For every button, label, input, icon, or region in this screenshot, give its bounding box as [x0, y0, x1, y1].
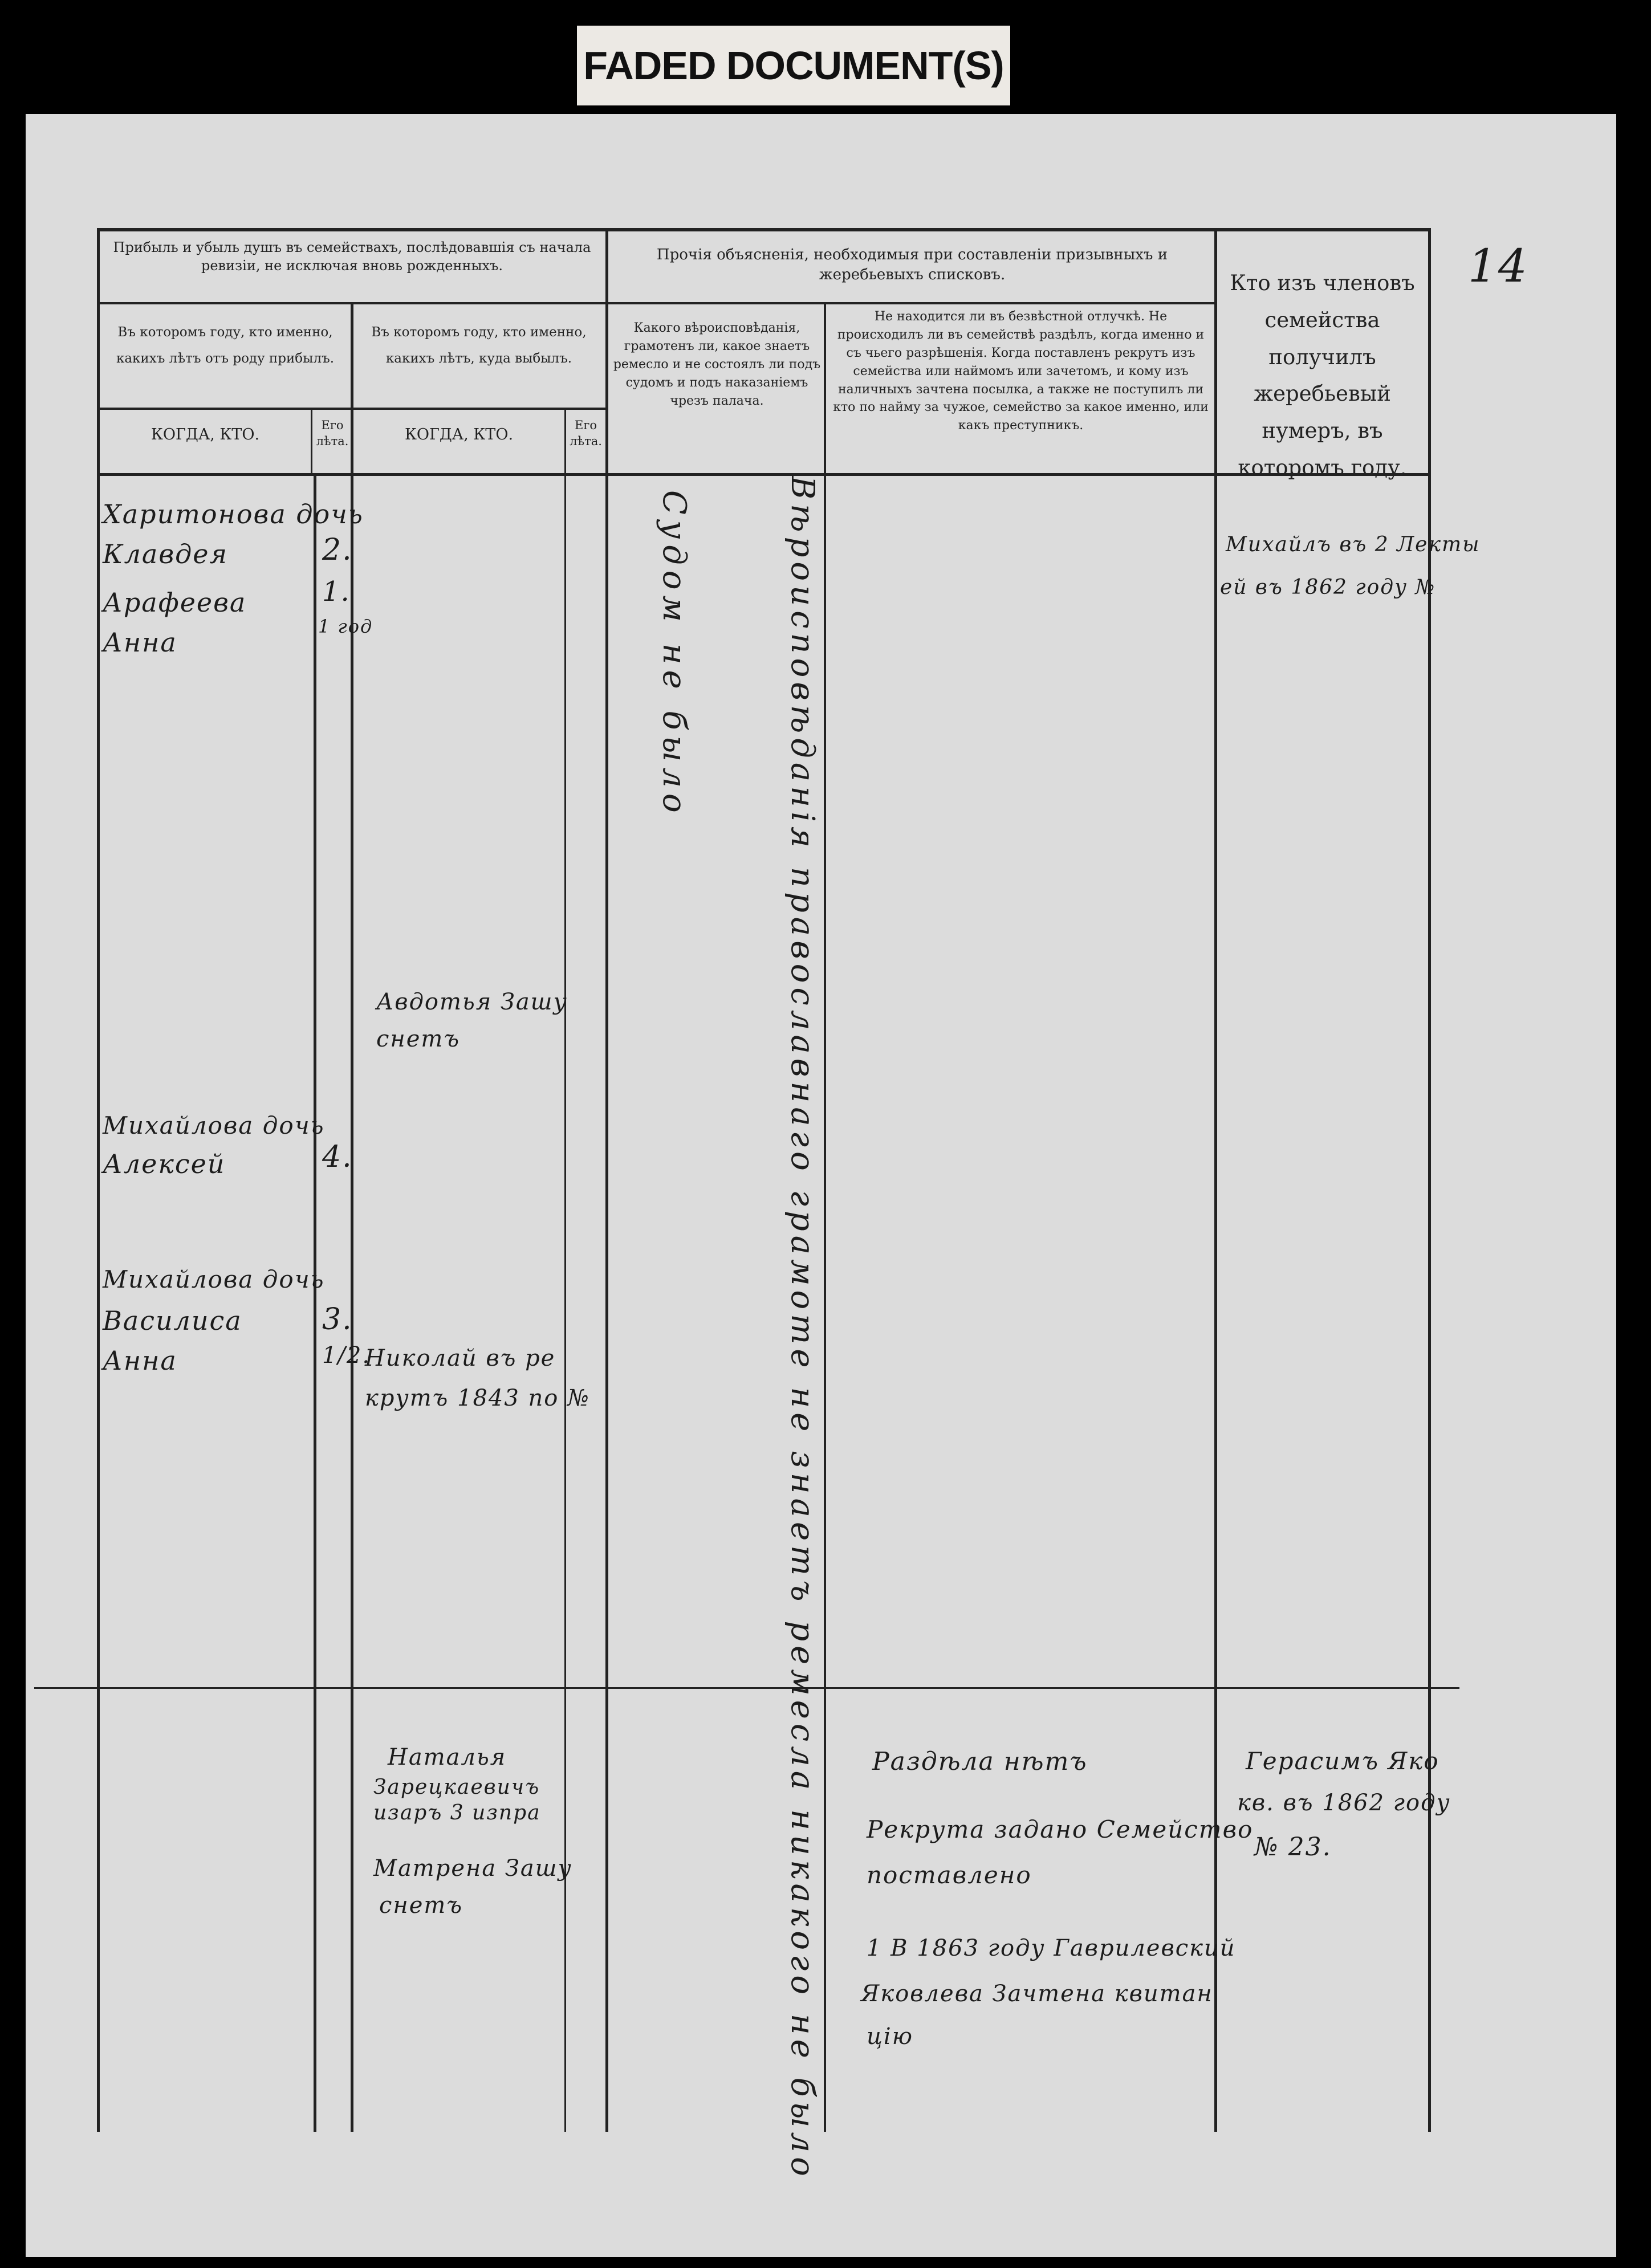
entry-departed-3a: Наталья	[388, 1744, 507, 1770]
entry-departed-2b: крутъ 1843 по №	[365, 1385, 590, 1411]
entry-religion-2: Судом не было	[656, 490, 693, 819]
entry-absence-2: Рекрута задано Семейство	[867, 1815, 1254, 1843]
entry-departed-3c: изаръ 3 изпра	[373, 1801, 541, 1825]
entry-departed-1a: Авдотья Зашу	[376, 989, 568, 1015]
entry-absence-1: Раздѣла нѣтъ	[872, 1747, 1088, 1776]
entry-arrived-9: Анна	[103, 1345, 177, 1376]
entry-arrived-6: Алексей	[103, 1149, 226, 1179]
entry-lot-4: кв. въ 1862 году	[1237, 1790, 1451, 1816]
entry-absence-6: цію	[867, 2023, 913, 2050]
header-other-explanations: Прочія объясненія, необходимыя при составленіи призывныхъ и жеребьевыхъ списковъ.	[656, 246, 1168, 284]
entry-arrived-7: Михайлова дочь	[103, 1265, 325, 1293]
entry-departed-3b: Зарецкаевичъ	[373, 1776, 540, 1799]
entry-arrived-9-age: 1/2.	[322, 1342, 371, 1369]
entry-religion-1: Вѣроисповѣданія православнаго грамоте не знаетъ ремесла никакого не было	[784, 476, 821, 2181]
stamp-label: FADED DOCUMENT(S)	[583, 43, 1004, 88]
entry-lot-5: № 23.	[1254, 1833, 1332, 1862]
header-when-who-arrived: КОГДА, КТО.	[151, 426, 260, 443]
header-departed: Въ которомъ году, кто именно, какихъ лѣтъ, куда выбылъ.	[371, 325, 587, 366]
entry-arrived-4-age: 1 год	[318, 616, 373, 637]
faded-document-stamp	[577, 26, 1010, 105]
header-lot-number: Кто изъ членовъ семейства получилъ жеребьевый нумеръ, въ которомъ году.	[1230, 271, 1415, 480]
entry-departed-4b: снетъ	[379, 1892, 463, 1919]
header-arrived: Въ которомъ году, кто именно, какихъ лѣтъ отъ роду прибылъ.	[116, 325, 335, 366]
entry-lot-3: Герасимъ Яко	[1246, 1747, 1439, 1775]
entry-absence-5: Яковлева Зачтена квитан	[861, 1981, 1213, 2007]
entry-arrived-8: Василиса	[103, 1305, 242, 1336]
entry-arrived-4: Анна	[103, 627, 177, 658]
header-age-departed: Его лѣта.	[570, 418, 602, 449]
entry-arrived-1: Харитонова дочь	[103, 499, 364, 530]
entry-lot-2: ей въ 1862 году №	[1220, 576, 1436, 599]
header-when-who-departed: КОГДА, КТО.	[404, 426, 514, 443]
entry-arrived-8-age: 3.	[322, 1302, 353, 1337]
entry-arrived-2-age: 2.	[322, 533, 353, 567]
entry-arrived-6-age: 4.	[322, 1140, 353, 1174]
page-number: 14	[1468, 239, 1528, 292]
entry-arrived-5: Михайлова дочь	[103, 1111, 325, 1139]
entry-arrived-3: Арафеева	[103, 587, 247, 618]
entry-absence-4: 1 В 1863 году Гаврилевский	[867, 1935, 1236, 1961]
header-absence-recruits: Не находится ли въ безвѣстной отлучкѣ. Не происходилъ ли въ семействѣ раздѣлъ, когда именно и съ чьего разрѣшенія. Когда поставленъ рекрутъ изъ семейства или наймомъ или зачетомъ, и кому изъ наличныхъ зачтена посылка, а также не поступилъ ли кто по найму за чужое, семейство за какое именно, или какъ преступникъ.	[833, 310, 1209, 433]
entry-departed-2a: Николай въ ре	[365, 1345, 556, 1371]
entry-absence-3: поставлено	[867, 1861, 1032, 1889]
entry-departed-4a: Матрена Зашу	[373, 1855, 572, 1882]
entry-arrived-2: Клавдея	[103, 539, 228, 569]
header-population-change: Прибыль и убыль душъ въ семействахъ, послѣдовавшія съ начала ревизіи, не исключая вновь рожденныхъ.	[113, 239, 591, 274]
header-religion: Какого вѣроисповѣданія, грамотенъ ли, какое знаетъ ремесло и не состоялъ ли подъ судомъ и подъ наказаніемъ чрезъ палача.	[613, 321, 821, 408]
entry-lot-1: Михайлъ въ 2 Лекты	[1226, 533, 1481, 556]
header-age-arrived: Его лѣта.	[316, 418, 349, 449]
entry-departed-1b: снетъ	[376, 1026, 461, 1052]
entry-arrived-3-age: 1.	[322, 576, 351, 608]
